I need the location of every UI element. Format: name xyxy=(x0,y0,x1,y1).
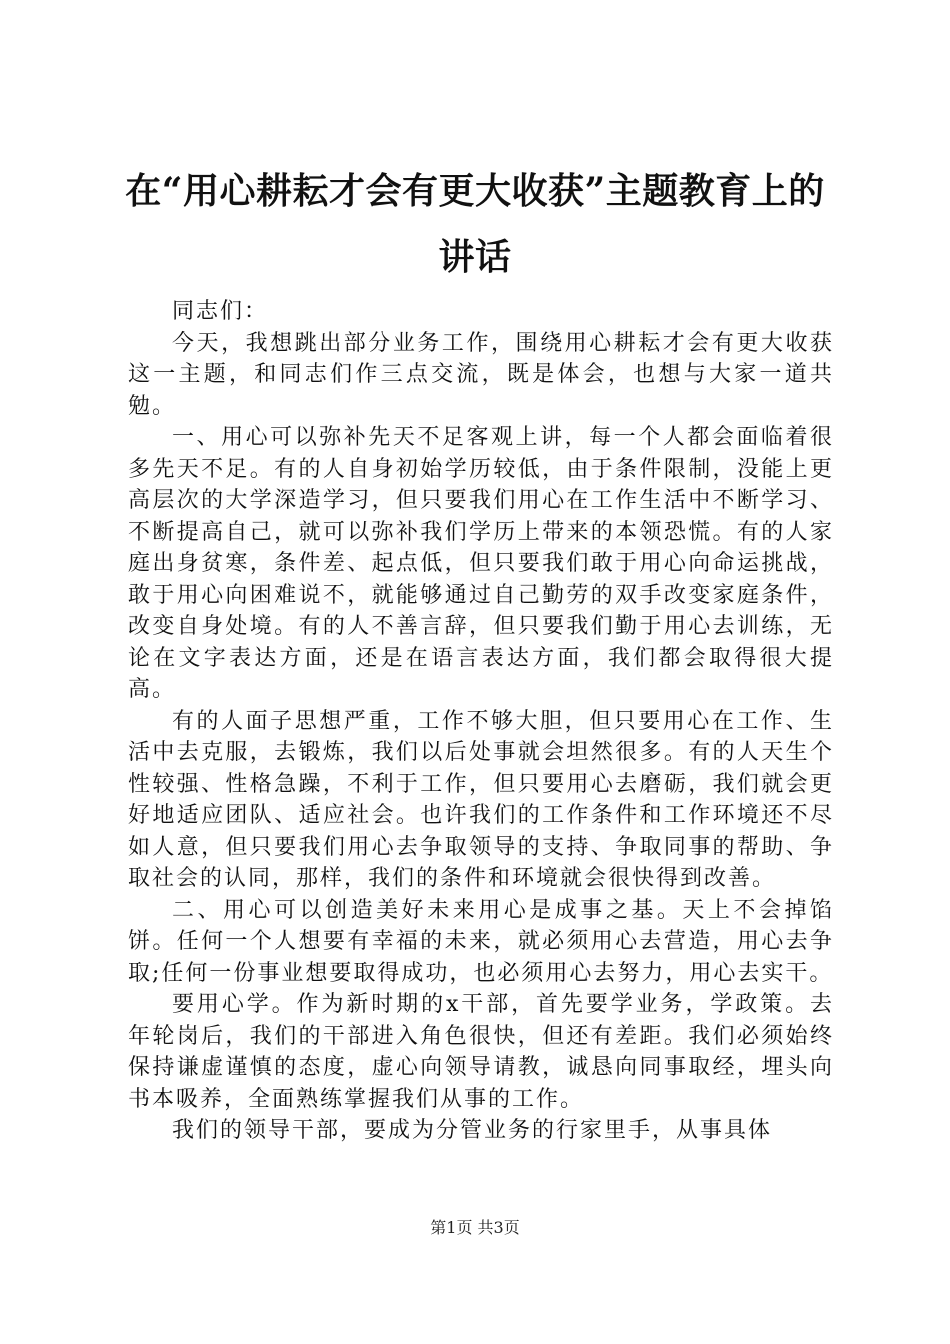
paragraph: 有的人面子思想严重，工作不够大胆，但只要用心在工作、生活中去克服，去锻炼，我们以后处事就会坦然很多。有的人天生个性较强、性格急躁，不利于工作，但只要用心去磨砺，我们就会更好地适应团队、适应社会。也许我们的工作条件和工作环境还不尽如人意，但只要我们用心去争取领导的支持、争取同事的帮助、争取社会的认同，那样，我们的条件和环境就会很快得到改善。 xyxy=(128,708,834,891)
document-body xyxy=(128,296,834,1147)
page-footer xyxy=(0,1217,950,1239)
salutation: 同志们： xyxy=(172,299,269,324)
paragraph: 今天，我想跳出部分业务工作，围绕用心耕耘才会有更大收获这一主题，和同志们作三点交流，既是体会，也想与大家一道共勉。 xyxy=(128,330,834,419)
title-line-1: 在“用心耕耘才会有更大收获”主题教育上的 xyxy=(125,170,825,212)
page-indicator: 第1页 共3页 xyxy=(430,1218,520,1237)
paragraph: 要用心学。作为新时期的x干部，首先要学业务，学政策。去年轮岗后，我们的干部进入角色很快，但还有差距。我们必须始终保持谦虚谨慎的态度，虚心向领导请教，诚恳向同事取经，埋头向书本吸养，全面熟练掌握我们从事的工作。 xyxy=(128,992,834,1112)
paragraph: 一、用心可以弥补先天不足客观上讲，每一个人都会面临着很多先天不足。有的人自身初始学历较低，由于条件限制，没能上更高层次的大学深造学习，但只要我们用心在工作生活中不断学习、不断提高自己，就可以弥补我们学历上带来的本领恐慌。有的人家庭出身贫寒，条件差、起点低，但只要我们敢于用心向命运挑战，敢于用心向困难说不，就能够通过自己勤劳的双手改变家庭条件，改变自身处境。有的人不善言辞，但只要我们勤于用心去训练，无论在文字表达方面，还是在语言表达方面，我们都会取得很大提高。 xyxy=(128,425,834,702)
paragraph: 我们的领导干部，要成为分管业务的行家里手，从事具体 xyxy=(172,1118,773,1143)
document-title xyxy=(120,158,830,290)
paragraph: 二、用心可以创造美好未来用心是成事之基。天上不会掉馅饼。任何一个人想要有幸福的未来，就必须用心去营造，用心去争取;任何一份事业想要取得成功，也必须用心去努力，用心去实干。 xyxy=(128,897,834,986)
title-line-2: 讲话 xyxy=(438,236,512,278)
